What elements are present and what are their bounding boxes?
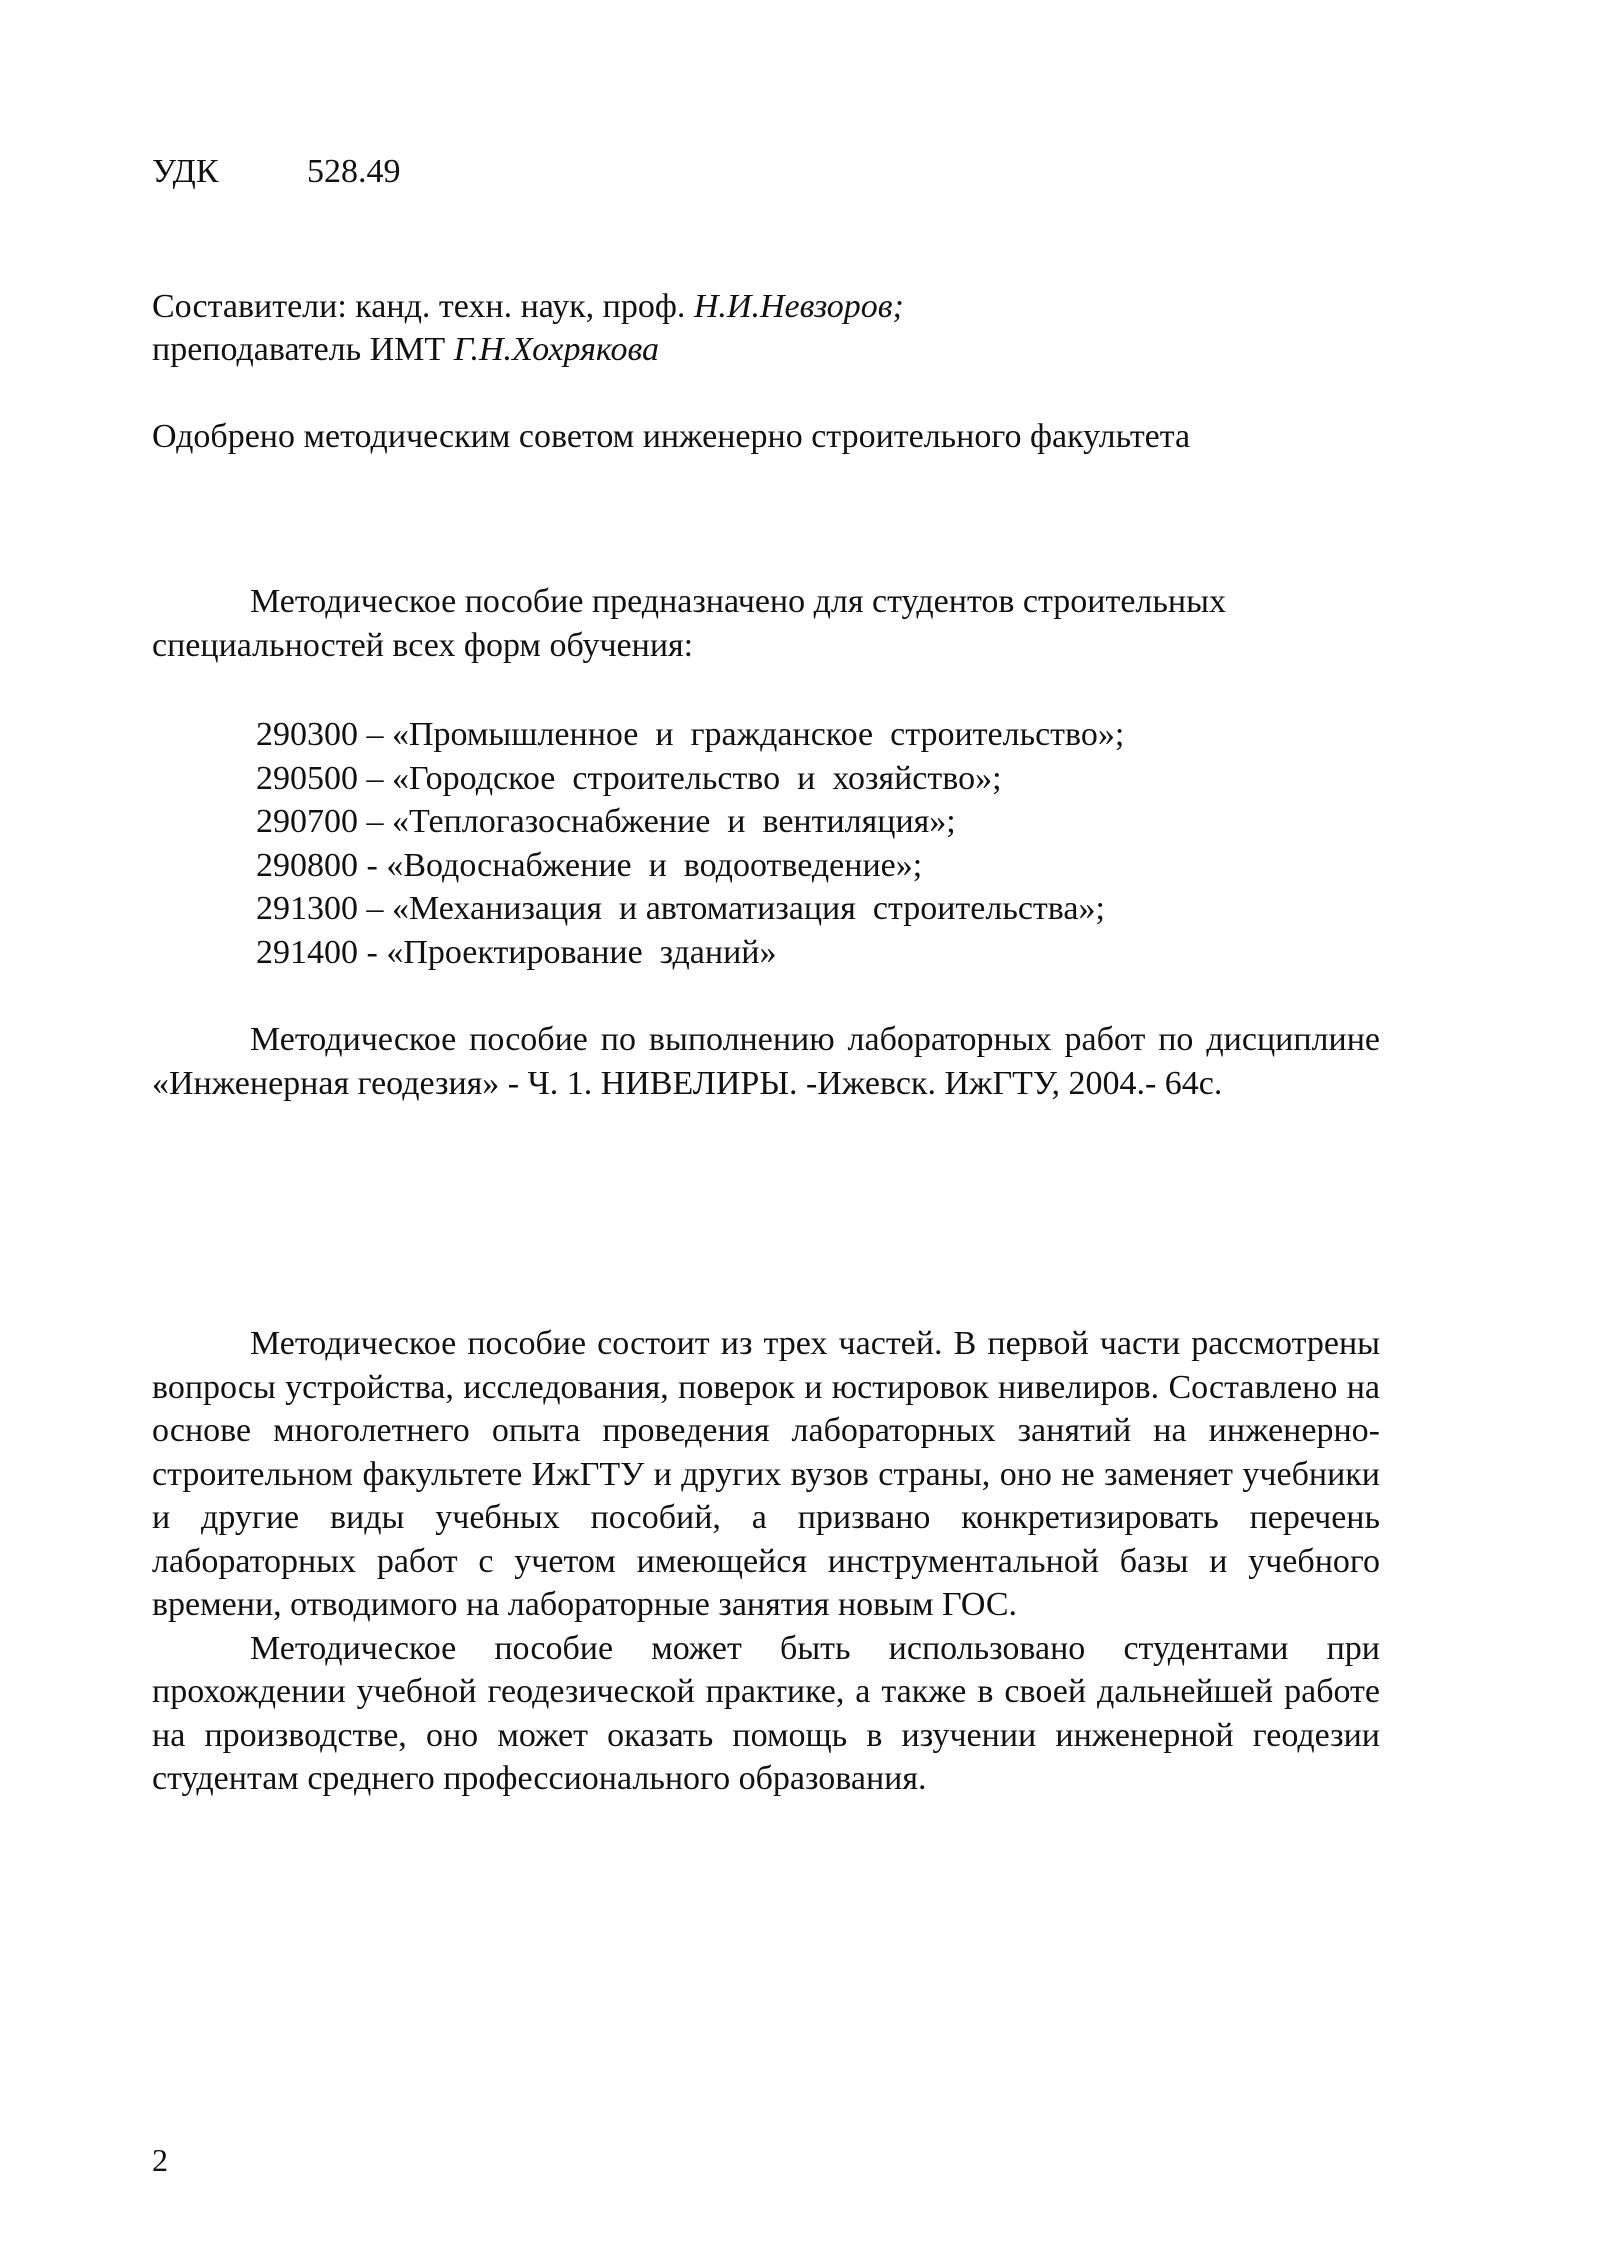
specialty-item: 290700 – «Теплогазоснабжение и вентиляция»; — [256, 803, 956, 841]
intro-line-1-text: Методическое пособие предназначено для студентов строительных — [250, 583, 1226, 620]
udk-code: 528.49 — [307, 153, 401, 190]
specialties-list — [256, 713, 1376, 975]
intro-line-1 — [152, 580, 1380, 624]
page-number: 2 — [152, 2142, 168, 2178]
compilers-line-1 — [152, 285, 1380, 328]
compilers-role: преподаватель ИМТ — [152, 331, 454, 368]
specialty-item: 290300 – «Промышленное и гражданское строительство»; — [256, 716, 1125, 753]
specialty-item: 291400 - «Проектирование зданий» — [256, 933, 777, 971]
citation-text: Методическое пособие по выполнению лабораторных работ по дисциплине «Инженерная геодезия» - Ч. 1. НИВЕЛИРЫ. -Ижевск. ИжГТУ, 2004.- 64с. — [152, 1021, 1380, 1102]
annotation-text — [152, 1322, 1380, 1801]
intro-paragraph — [152, 580, 1380, 668]
compiler-name-2: Г.Н.Хохрякова — [453, 331, 660, 368]
approval-statement: Одобрено методическим советом инженерно строительного факультета — [152, 418, 1191, 455]
annotation-paragraph-2: Методическое пособие может быть использовано студентами при прохождении учебной геодезической практике, а также в своей дальнейшей работе на производстве, оно может оказать помощь в изучении инженерной геодезии студентам среднего профессионального образования. — [152, 1629, 1380, 1797]
udk-line — [152, 150, 1380, 194]
specialty-item: 290500 – «Городское строительство и хозяйство»; — [256, 759, 1002, 797]
compilers-block — [152, 285, 1380, 371]
compiler-name-1: Н.И.Невзоров; — [693, 288, 904, 325]
bibliographic-citation — [152, 1018, 1380, 1106]
compilers-prefix: Составители: канд. техн. наук, проф. — [152, 288, 694, 325]
intro-line-2: специальностей всех форм обучения: — [152, 627, 694, 664]
annotation-paragraph-1: Методическое пособие состоит из трех частей. В первой части рассмотрены вопросы устройства, исследования, поверок и юстировок нивелиров. Составлено на основе многолетнего опыта проведения лабораторных занятий на инженерно-строительном факультете ИжГТУ и других вузов страны, оно не заменяет учебники и другие виды учебных пособий, а призвано конкретизировать перечень лабораторных работ с учетом имеющейся инструментальной базы и учебного времени, отводимого на лабораторные занятия новым ГОС. — [152, 1325, 1380, 1623]
specialty-item: 290800 - «Водоснабжение и водоотведение»; — [256, 846, 923, 884]
udk-label: УДК — [152, 153, 219, 190]
specialty-item: 291300 – «Механизация и автоматизация строительства»; — [256, 890, 1105, 928]
compilers-line-2 — [152, 328, 1380, 371]
